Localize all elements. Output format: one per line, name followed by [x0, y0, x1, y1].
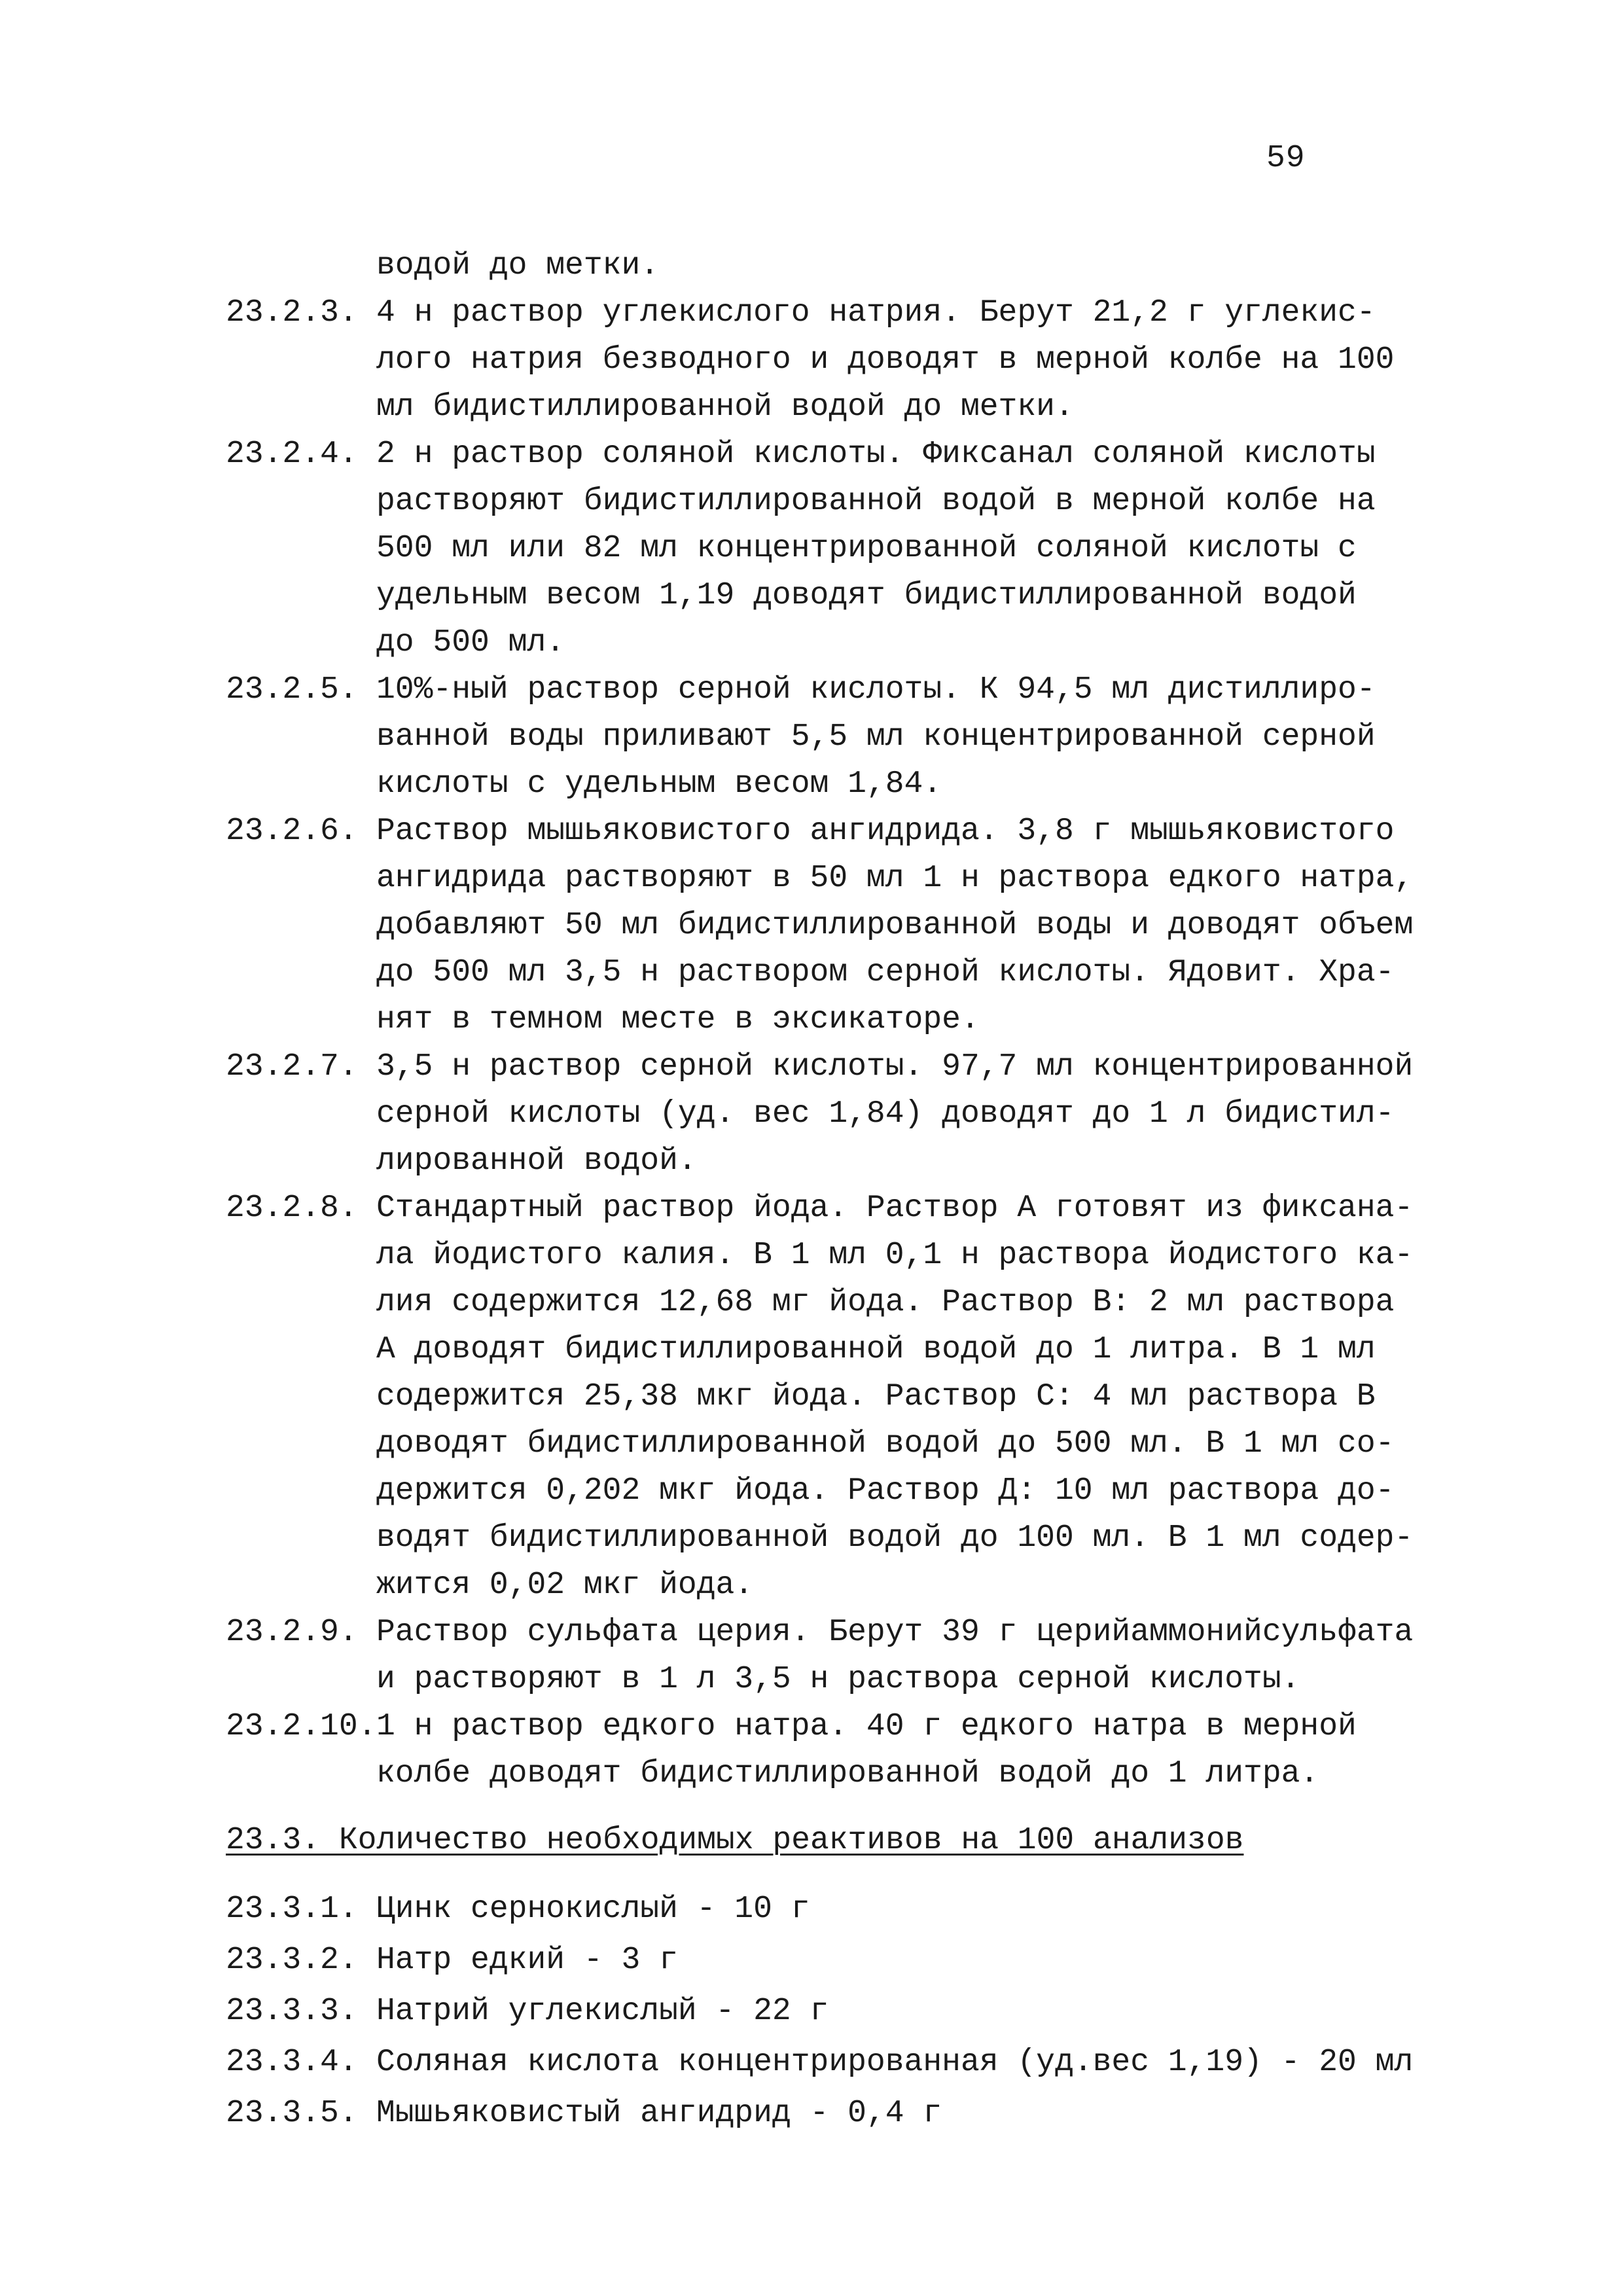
text-line	[226, 242, 1417, 289]
line-text: 500 мл или 82 мл концентрированной соляной кислоты с	[376, 531, 1357, 566]
reagent-line	[226, 2088, 1417, 2139]
line-text: кислоты с удельным весом 1,84.	[376, 766, 942, 802]
reagent-line	[226, 1884, 1417, 1935]
document-body	[226, 242, 1417, 2139]
text-line	[226, 336, 1417, 384]
line-text: и растворяют в 1 л 3,5 н раствора серной кислоты.	[376, 1662, 1300, 1697]
text-line	[226, 478, 1417, 525]
line-text: Натрий углекислый - 22 г	[376, 1994, 829, 2029]
text-line	[226, 1326, 1417, 1373]
line-text: до 500 мл 3,5 н раствором серной кислоты. Ядовит. Хра-	[376, 955, 1395, 990]
section-heading: 23.3. Количество необходимых реактивов на 100 анализов	[226, 1823, 1244, 1858]
text-line	[226, 1467, 1417, 1515]
line-text: Мышьяковистый ангидрид - 0,4 г	[376, 2096, 942, 2131]
line-text: лированной водой.	[376, 1143, 697, 1179]
text-line	[226, 1656, 1417, 1703]
text-line	[226, 902, 1417, 949]
line-text: Раствор сульфата церия. Берут 39 г церийаммонийсульфата	[376, 1615, 1414, 1650]
line-text: нят в темном месте в эксикаторе.	[376, 1002, 980, 1037]
text-line	[226, 855, 1417, 902]
text-line	[226, 808, 1417, 855]
text-line	[226, 1703, 1417, 1750]
line-text: водят бидистиллированной водой до 100 мл. В 1 мл содер-	[376, 1520, 1414, 1556]
line-text: до 500 мл.	[376, 625, 565, 660]
body-lines	[226, 242, 1417, 1797]
item-number: 23.2.5.	[226, 672, 358, 708]
line-text: лия содержится 12,68 мг йода. Раствор В: 2 мл раствора	[376, 1285, 1395, 1320]
text-line	[226, 666, 1417, 713]
item-number: 23.3.2.	[226, 1943, 358, 1978]
item-number: 23.2.3.	[226, 295, 358, 331]
item-number: 23.2.8.	[226, 1191, 358, 1226]
line-text: колбе доводят бидистиллированной водой до 1 литра.	[376, 1756, 1319, 1791]
text-line	[226, 761, 1417, 808]
text-line	[226, 1420, 1417, 1467]
reagent-list	[226, 1884, 1417, 2139]
line-text: Цинк сернокислый - 10 г	[376, 1892, 810, 1927]
item-number: 23.3.1.	[226, 1892, 358, 1927]
line-text: 10%-ный раствор серной кислоты. К 94,5 мл дистиллиро-	[376, 672, 1376, 708]
line-text: А доводят бидистиллированной водой до 1 литра. В 1 мл	[376, 1332, 1376, 1367]
text-line	[226, 289, 1417, 336]
line-text: 2 н раствор соляной кислоты. Фиксанал соляной кислоты	[376, 437, 1376, 472]
line-text: содержится 25,38 мкг йода. Раствор С: 4 мл раствора В	[376, 1379, 1376, 1414]
line-text: ангидрида растворяют в 50 мл 1 н раствора едкого натра,	[376, 861, 1414, 896]
line-text: мл бидистиллированной водой до метки.	[376, 389, 1074, 425]
text-line	[226, 619, 1417, 666]
line-text: Стандартный раствор йода. Раствор А готовят из фиксана-	[376, 1191, 1414, 1226]
line-text: 4 н раствор углекислого натрия. Берут 21,2 г углекис-	[376, 295, 1376, 331]
line-text: держится 0,202 мкг йода. Раствор Д: 10 мл раствора до-	[376, 1473, 1395, 1509]
text-line	[226, 1279, 1417, 1326]
line-text: удельным весом 1,19 доводят бидистиллированной водой	[376, 578, 1357, 613]
text-line	[226, 1232, 1417, 1279]
text-line	[226, 1090, 1417, 1138]
section-heading-line	[226, 1817, 1417, 1864]
line-text: Раствор мышьяковистого ангидрида. 3,8 г мышьяковистого	[376, 814, 1395, 849]
text-line	[226, 525, 1417, 572]
text-line	[226, 572, 1417, 619]
text-line	[226, 1750, 1417, 1797]
reagent-line	[226, 1986, 1417, 2037]
item-number: 23.3.3.	[226, 1994, 358, 2029]
text-line	[226, 384, 1417, 431]
line-text: 1 н раствор едкого натра. 40 г едкого натра в мерной	[376, 1709, 1357, 1744]
line-text: водой до метки.	[376, 248, 660, 283]
line-text: добавляют 50 мл бидистиллированной воды и доводят объем	[376, 908, 1414, 943]
line-text: лого натрия безводного и доводят в мерной колбе на 100	[376, 342, 1395, 378]
line-text: Натр едкий - 3 г	[376, 1943, 678, 1978]
line-text: растворяют бидистиллированной водой в мерной колбе на	[376, 484, 1376, 519]
item-number: 23.2.4.	[226, 437, 358, 472]
text-line	[226, 1609, 1417, 1656]
page-number: 59	[1266, 141, 1306, 176]
text-line	[226, 1185, 1417, 1232]
text-line	[226, 949, 1417, 996]
item-number: 23.2.9.	[226, 1615, 358, 1650]
item-number: 23.2.10.	[226, 1709, 377, 1744]
text-line	[226, 431, 1417, 478]
line-text: 3,5 н раствор серной кислоты. 97,7 мл концентрированной	[376, 1049, 1414, 1085]
item-number: 23.3.5.	[226, 2096, 358, 2131]
line-text: Соляная кислота концентрированная (уд.вес 1,19) - 20 мл	[376, 2045, 1414, 2080]
text-line	[226, 1043, 1417, 1090]
line-text: серной кислоты (уд. вес 1,84) доводят до 1 л бидистил-	[376, 1096, 1395, 1132]
item-number: 23.2.7.	[226, 1049, 358, 1085]
line-text: ла йодистого калия. В 1 мл 0,1 н раствора йодистого ка-	[376, 1238, 1414, 1273]
line-text: ванной воды приливают 5,5 мл концентрированной серной	[376, 719, 1376, 755]
text-line	[226, 1562, 1417, 1609]
reagent-line	[226, 2037, 1417, 2088]
item-number: 23.3.4.	[226, 2045, 358, 2080]
text-line	[226, 1138, 1417, 1185]
text-line	[226, 1373, 1417, 1420]
text-line	[226, 1515, 1417, 1562]
line-text: доводят бидистиллированной водой до 500 мл. В 1 мл со-	[376, 1426, 1395, 1462]
text-line	[226, 996, 1417, 1043]
text-line	[226, 713, 1417, 761]
line-text: жится 0,02 мкг йода.	[376, 1568, 754, 1603]
item-number: 23.2.6.	[226, 814, 358, 849]
reagent-line	[226, 1935, 1417, 1986]
